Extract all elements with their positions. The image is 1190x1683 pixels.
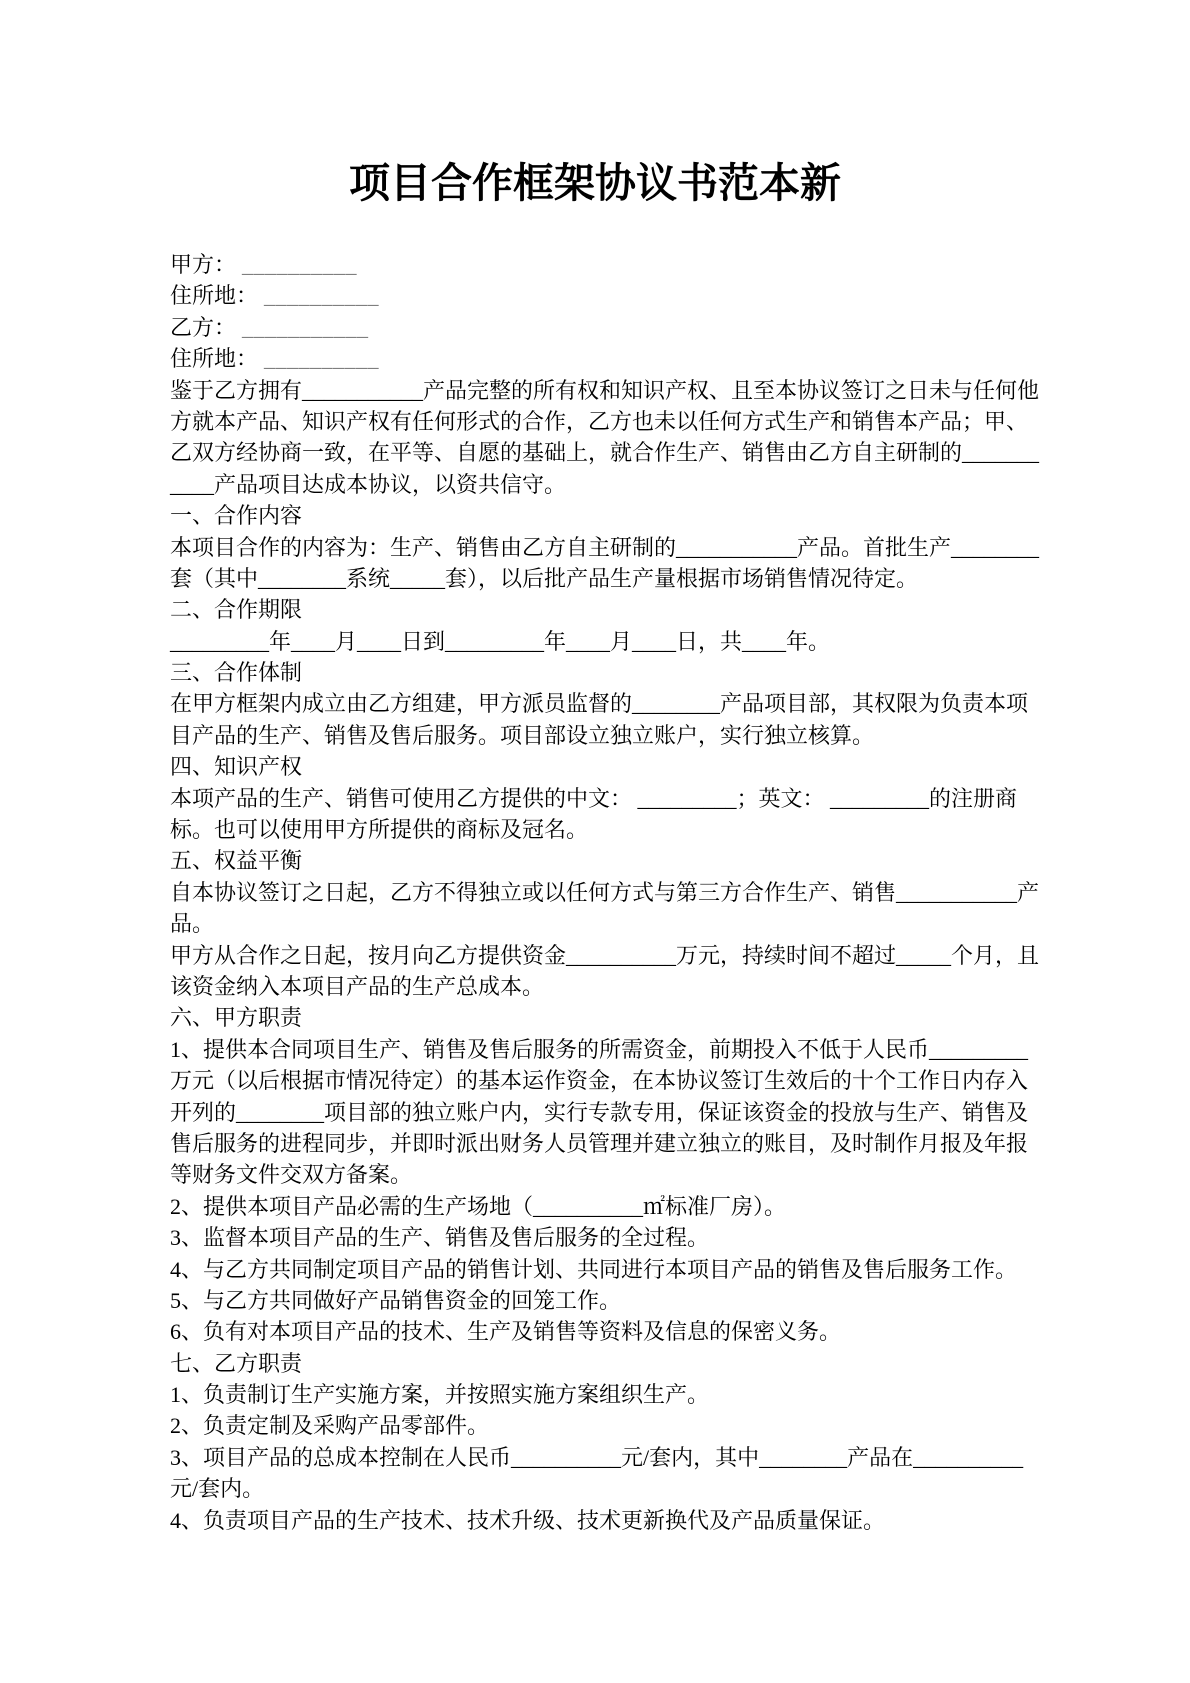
line-text: 甲方从合作之日起，按月向乙方提供资金__________万元，持续时间不超过_____个月，且 <box>170 942 1040 968</box>
line-text: 4、负责项目产品的生产技术、技术升级、技术更新换代及产品质量保证。 <box>170 1507 886 1533</box>
document-line <box>170 312 1030 343</box>
document-line <box>170 688 1030 719</box>
document-line <box>170 563 1030 594</box>
line-text: 六、甲方职责 <box>170 1005 303 1031</box>
document-line <box>170 406 1030 437</box>
line-text: 四、知识产权 <box>170 754 303 780</box>
document-line <box>170 1316 1030 1347</box>
line-text: 标。也可以使用甲方所提供的商标及冠名。 <box>170 817 589 843</box>
line-text: 3、项目产品的总成本控制在人民币__________元/套内，其中________产品在__________ <box>170 1444 1024 1470</box>
line-text: 2、负责定制及采购产品零部件。 <box>170 1413 490 1439</box>
document-line <box>170 1254 1030 1285</box>
line-text: 3、监督本项目产品的生产、销售及售后服务的全过程。 <box>170 1225 710 1251</box>
document-line <box>170 940 1040 971</box>
document-line <box>170 469 1030 500</box>
line-text: 万元（以后根据市情况待定）的基本运作资金，在本协议签订生效后的十个工作日内存入 <box>170 1068 1029 1094</box>
document-line <box>170 1191 1030 1222</box>
document-line <box>170 1473 1030 1504</box>
line-text: 套（其中________系统_____套），以后批产品生产量根据市场销售情况待定。 <box>170 565 919 591</box>
line-text: 本项产品的生产、销售可使用乙方提供的中文： _________；英文： _________的注册商 <box>170 785 1018 811</box>
document-line <box>170 249 1030 280</box>
line-text: 二、合作期限 <box>170 597 303 623</box>
line-text: 2、提供本项目产品必需的生产场地（__________㎡标准厂房）。 <box>170 1193 787 1219</box>
blank-field: __________ <box>236 252 358 277</box>
line-text: 6、负有对本项目产品的技术、生产及销售等资料及信息的保密义务。 <box>170 1319 842 1345</box>
line-text: 4、与乙方共同制定项目产品的销售计划、共同进行本项目产品的销售及售后服务工作。 <box>170 1256 1018 1282</box>
line-text: 该资金纳入本项目产品的生产总成本。 <box>170 973 545 999</box>
line-text: 售后服务的进程同步，并即时派出财务人员管理并建立独立的账目，及时制作月报及年报 <box>170 1130 1029 1156</box>
document-line <box>170 437 1040 468</box>
document-line <box>170 1222 1030 1253</box>
line-text: 乙双方经协商一致，在平等、自愿的基础上，就合作生产、销售由乙方自主研制的_______ <box>170 440 1040 466</box>
line-text: _________年____月____日到_________年____月____日，共____年。 <box>170 628 831 654</box>
line-text: 本项目合作的内容为：生产、销售由乙方自主研制的___________产品。首批生产________ <box>170 534 1040 560</box>
blank-field: __________ <box>258 346 380 372</box>
document-body <box>170 249 1040 1536</box>
document-line <box>170 971 1030 1002</box>
document-line <box>170 657 1030 688</box>
line-text: 自本协议签订之日起，乙方不得独立或以任何方式与第三方合作生产、销售___________产 <box>170 879 1040 905</box>
blank-field: ___________ <box>236 314 369 340</box>
document-line <box>170 280 1030 311</box>
line-text: 一、合作内容 <box>170 503 303 529</box>
line-text: 鉴于乙方拥有___________产品完整的所有权和知识产权、且至本协议签订之日未与任何他 <box>170 377 1040 403</box>
line-text: 三、合作体制 <box>170 660 303 686</box>
document-line <box>170 1348 1030 1379</box>
line-text: 1、负责制订生产实施方案，并按照实施方案组织生产。 <box>170 1382 710 1408</box>
line-text: 5、与乙方共同做好产品销售资金的回笼工作。 <box>170 1287 622 1313</box>
document-line <box>170 626 1030 657</box>
line-text: 等财务文件交双方备案。 <box>170 1162 413 1188</box>
line-text: 目产品的生产、销售及售后服务。项目部设立独立账户，实行独立核算。 <box>170 722 875 748</box>
line-text: 元/套内。 <box>170 1476 265 1502</box>
document-line <box>170 532 1040 563</box>
document-line <box>170 720 1030 751</box>
document-line <box>170 343 1030 374</box>
blank-field: __________ <box>258 283 380 309</box>
line-text: 住所地： <box>170 346 259 372</box>
document-line <box>170 814 1030 845</box>
document-line <box>170 751 1030 782</box>
document-line <box>170 1442 1030 1473</box>
document-line <box>170 783 1030 814</box>
document-line <box>170 1128 1030 1159</box>
document-line <box>170 845 1030 876</box>
document-line <box>170 1159 1030 1190</box>
line-text: 方就本产品、知识产权有任何形式的合作，乙方也未以任何方式生产和销售本产品；甲、 <box>170 408 1029 434</box>
document-line <box>170 1065 1030 1096</box>
document-line <box>170 594 1030 625</box>
line-text: 住所地： <box>170 283 259 309</box>
line-text: 五、权益平衡 <box>170 848 303 874</box>
document-line <box>170 908 1030 939</box>
document-line <box>170 1097 1030 1128</box>
document-line <box>170 1002 1030 1033</box>
document-line <box>170 1034 1030 1065</box>
line-text: 甲方： <box>170 252 237 277</box>
line-text: ____产品项目达成本协议，以资共信守。 <box>170 471 567 497</box>
page-title: 项目合作框架协议书范本新 <box>349 160 841 206</box>
document-line <box>170 1505 1030 1536</box>
line-text: 七、乙方职责 <box>170 1350 303 1376</box>
document-line <box>170 500 1030 531</box>
document-line <box>170 1410 1030 1441</box>
document-line <box>170 877 1040 908</box>
document-line <box>170 1379 1030 1410</box>
line-text: 开列的________项目部的独立账户内，实行专款专用，保证该资金的投放与生产、销售及 <box>170 1099 1029 1125</box>
line-text: 乙方： <box>170 314 237 340</box>
line-text: 品。 <box>170 911 215 937</box>
document-line <box>170 375 1040 406</box>
line-text: 1、提供本合同项目生产、销售及售后服务的所需资金，前期投入不低于人民币_________ <box>170 1036 1029 1062</box>
line-text: 在甲方框架内成立由乙方组建，甲方派员监督的________产品项目部，其权限为负责本项 <box>170 691 1029 717</box>
document-line <box>170 1285 1030 1316</box>
